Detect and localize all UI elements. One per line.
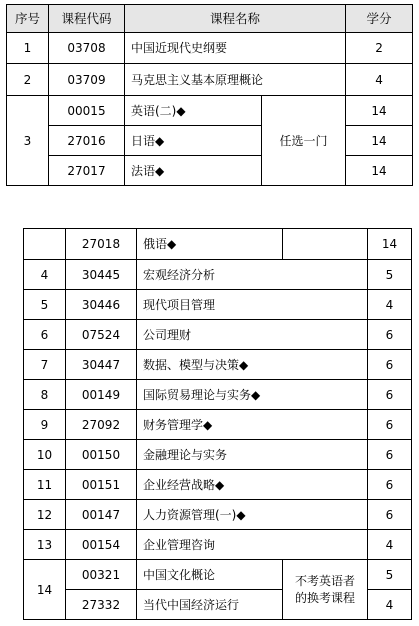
cell-code: 03709 <box>49 64 125 96</box>
cell-name: 马克思主义基本原理概论 <box>125 64 346 96</box>
cell-credit: 6 <box>368 380 412 410</box>
table-row <box>24 500 412 530</box>
table-row <box>7 33 413 64</box>
header-code: 课程代码 <box>49 5 125 33</box>
table-row <box>24 410 412 440</box>
cell-name: 财务管理学◆ <box>137 410 368 440</box>
table-row <box>24 380 412 410</box>
table-row <box>24 290 412 320</box>
table-row <box>24 470 412 500</box>
cell-seq: 3 <box>7 96 49 186</box>
cell-seq: 7 <box>24 350 66 380</box>
cell-code: 27017 <box>49 156 125 186</box>
cell-note <box>283 229 368 260</box>
cell-name: 法语◆ <box>125 156 262 186</box>
cell-code: 07524 <box>66 320 137 350</box>
cell-name: 现代项目管理 <box>137 290 368 320</box>
cell-code: 27018 <box>66 229 137 260</box>
table-row <box>24 260 412 290</box>
cell-code: 00147 <box>66 500 137 530</box>
cell-name: 企业经营战略◆ <box>137 470 368 500</box>
cell-credit: 6 <box>368 410 412 440</box>
course-table-1 <box>6 4 413 186</box>
cell-credit: 5 <box>368 560 412 590</box>
cell-seq: 9 <box>24 410 66 440</box>
cell-code: 30445 <box>66 260 137 290</box>
cell-seq: 5 <box>24 290 66 320</box>
cell-seq: 12 <box>24 500 66 530</box>
cell-name: 俄语◆ <box>137 229 283 260</box>
cell-code: 03708 <box>49 33 125 64</box>
table-row <box>24 440 412 470</box>
cell-name: 日语◆ <box>125 126 262 156</box>
note-line-2: 的换考课程 <box>294 590 355 605</box>
cell-seq: 4 <box>24 260 66 290</box>
header-credit: 学分 <box>346 5 413 33</box>
cell-credit: 4 <box>346 64 413 96</box>
cell-code: 00154 <box>66 530 137 560</box>
cell-credit: 6 <box>368 320 412 350</box>
cell-seq: 11 <box>24 470 66 500</box>
cell-code: 27092 <box>66 410 137 440</box>
cell-credit: 14 <box>368 229 412 260</box>
cell-name: 国际贸易理论与实务◆ <box>137 380 368 410</box>
cell-seq: 8 <box>24 380 66 410</box>
cell-credit: 4 <box>368 530 412 560</box>
table-row <box>24 320 412 350</box>
cell-seq: 14 <box>24 560 66 620</box>
cell-seq: 13 <box>24 530 66 560</box>
cell-credit: 2 <box>346 33 413 64</box>
cell-credit: 6 <box>368 440 412 470</box>
header-name: 课程名称 <box>125 5 346 33</box>
cell-seq: 6 <box>24 320 66 350</box>
cell-name: 当代中国经济运行 <box>137 590 283 620</box>
header-seq: 序号 <box>7 5 49 33</box>
cell-seq: 2 <box>7 64 49 96</box>
cell-name: 宏观经济分析 <box>137 260 368 290</box>
cell-credit: 4 <box>368 290 412 320</box>
cell-name: 中国近现代史纲要 <box>125 33 346 64</box>
cell-code: 27332 <box>66 590 137 620</box>
cell-credit: 6 <box>368 350 412 380</box>
cell-code: 00149 <box>66 380 137 410</box>
table-row <box>24 530 412 560</box>
cell-note: 任选一门 <box>262 96 346 186</box>
cell-code: 00150 <box>66 440 137 470</box>
table-row <box>7 156 413 186</box>
table-row <box>7 96 413 126</box>
cell-note <box>283 560 368 620</box>
header-row <box>7 5 413 33</box>
cell-code: 00321 <box>66 560 137 590</box>
table-row <box>24 229 412 260</box>
cell-name: 中国文化概论 <box>137 560 283 590</box>
cell-credit: 4 <box>368 590 412 620</box>
table-row <box>7 64 413 96</box>
cell-credit: 6 <box>368 470 412 500</box>
cell-code: 00151 <box>66 470 137 500</box>
cell-credit: 14 <box>346 156 413 186</box>
cell-seq <box>24 229 66 260</box>
table-row <box>24 350 412 380</box>
cell-name: 公司理财 <box>137 320 368 350</box>
cell-credit: 14 <box>346 96 413 126</box>
cell-name: 金融理论与实务 <box>137 440 368 470</box>
cell-code: 27016 <box>49 126 125 156</box>
cell-name: 企业管理咨询 <box>137 530 368 560</box>
note-line-1: 不考英语者 <box>294 573 355 588</box>
cell-credit: 5 <box>368 260 412 290</box>
table-row <box>7 126 413 156</box>
cell-code: 30446 <box>66 290 137 320</box>
cell-code: 30447 <box>66 350 137 380</box>
cell-name: 数据、模型与决策◆ <box>137 350 368 380</box>
cell-credit: 6 <box>368 500 412 530</box>
cell-code: 00015 <box>49 96 125 126</box>
cell-seq: 10 <box>24 440 66 470</box>
cell-name: 英语(二)◆ <box>125 96 262 126</box>
cell-name: 人力资源管理(一)◆ <box>137 500 368 530</box>
cell-seq: 1 <box>7 33 49 64</box>
table-row <box>24 560 412 590</box>
course-table-2 <box>23 228 412 620</box>
cell-credit: 14 <box>346 126 413 156</box>
